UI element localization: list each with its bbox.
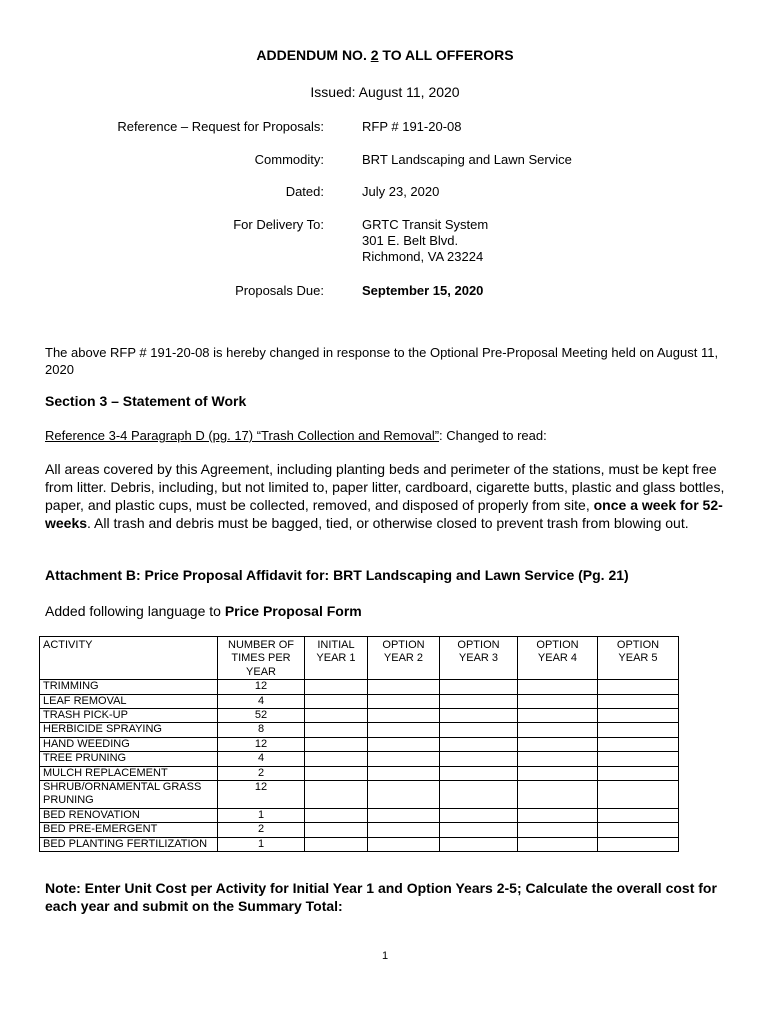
times-per-year-cell: 1 [218, 808, 305, 822]
unit-cost-cell[interactable] [518, 766, 598, 780]
unit-cost-cell[interactable] [368, 766, 440, 780]
unit-cost-cell[interactable] [518, 694, 598, 708]
unit-cost-cell[interactable] [440, 808, 518, 822]
unit-cost-cell[interactable] [368, 694, 440, 708]
dated-label: Dated: [285, 184, 324, 199]
unit-cost-cell[interactable] [305, 766, 368, 780]
unit-cost-cell[interactable] [598, 808, 679, 822]
unit-cost-cell[interactable] [440, 737, 518, 751]
column-header: INITIAL YEAR 1 [305, 637, 368, 680]
unit-cost-cell[interactable] [518, 823, 598, 837]
unit-cost-cell[interactable] [440, 823, 518, 837]
reference-line [45, 427, 725, 444]
table-row [40, 823, 679, 837]
table-row [40, 781, 679, 809]
delivery-address [362, 217, 488, 265]
activity-cell: TRIMMING [40, 680, 218, 694]
unit-cost-cell[interactable] [598, 737, 679, 751]
dated-value: July 23, 2020 [362, 184, 440, 199]
times-per-year-cell: 2 [218, 823, 305, 837]
unit-cost-cell[interactable] [598, 680, 679, 694]
column-header: OPTION YEAR 5 [598, 637, 679, 680]
reference-value: RFP # 191-20-08 [362, 119, 462, 134]
unit-cost-cell[interactable] [440, 837, 518, 851]
times-per-year-cell: 12 [218, 737, 305, 751]
times-per-year-cell: 1 [218, 837, 305, 851]
table-row [40, 709, 679, 723]
activity-cell: LEAF REMOVAL [40, 694, 218, 708]
reference-line-underlined: Reference 3-4 Paragraph D (pg. 17) “Trash Collection and Removal” [45, 428, 440, 443]
activity-cell: TRASH PICK-UP [40, 709, 218, 723]
table-row [40, 694, 679, 708]
unit-cost-cell[interactable] [598, 766, 679, 780]
unit-cost-cell[interactable] [440, 781, 518, 809]
unit-cost-cell[interactable] [598, 723, 679, 737]
activity-cell: BED PLANTING FERTILIZATION [40, 837, 218, 851]
unit-cost-cell[interactable] [598, 823, 679, 837]
times-per-year-cell: 52 [218, 709, 305, 723]
unit-cost-cell[interactable] [440, 709, 518, 723]
table-header-row [40, 637, 679, 680]
unit-cost-cell[interactable] [305, 694, 368, 708]
unit-cost-cell[interactable] [305, 709, 368, 723]
activity-cell: HAND WEEDING [40, 737, 218, 751]
unit-cost-cell[interactable] [598, 694, 679, 708]
proposals-due-value: September 15, 2020 [362, 283, 484, 298]
issued-date: Issued: August 11, 2020 [310, 84, 460, 100]
table-row [40, 766, 679, 780]
unit-cost-cell[interactable] [440, 766, 518, 780]
times-per-year-cell: 4 [218, 752, 305, 766]
unit-cost-cell[interactable] [305, 781, 368, 809]
unit-cost-cell[interactable] [368, 808, 440, 822]
section-heading: Section 3 – Statement of Work [45, 393, 247, 409]
unit-cost-cell[interactable] [305, 837, 368, 851]
unit-cost-cell[interactable] [440, 752, 518, 766]
statement-of-work-paragraph [45, 460, 725, 532]
unit-cost-cell[interactable] [305, 680, 368, 694]
column-header: OPTION YEAR 2 [368, 637, 440, 680]
times-per-year-cell: 4 [218, 694, 305, 708]
unit-cost-cell[interactable] [305, 752, 368, 766]
unit-cost-cell[interactable] [368, 823, 440, 837]
unit-cost-cell[interactable] [598, 752, 679, 766]
column-header: NUMBER OF TIMES PER YEAR [218, 637, 305, 680]
page-number: 1 [381, 950, 389, 962]
commodity-label: Commodity: [254, 152, 324, 167]
unit-cost-cell[interactable] [368, 680, 440, 694]
unit-cost-cell[interactable] [368, 737, 440, 751]
intro-paragraph: The above RFP # 191-20-08 is hereby changed in response to the Optional Pre-Proposal Meeting held on August 11, 2020 [45, 345, 719, 377]
delivery-line: GRTC Transit System [362, 217, 489, 232]
times-per-year-cell: 12 [218, 680, 305, 694]
column-header: OPTION YEAR 4 [518, 637, 598, 680]
unit-cost-cell[interactable] [440, 723, 518, 737]
times-per-year-cell: 2 [218, 766, 305, 780]
document-title [0, 47, 770, 63]
activity-cell: SHRUB/ORNAMENTAL GRASS PRUNING [40, 781, 218, 809]
body-text: . All trash and debris must be bagged, tied, or otherwise closed to prevent trash from blowing out. [87, 515, 689, 531]
times-per-year-cell: 8 [218, 723, 305, 737]
activity-cell: HERBICIDE SPRAYING [40, 723, 218, 737]
unit-cost-cell[interactable] [518, 737, 598, 751]
unit-cost-cell[interactable] [440, 680, 518, 694]
unit-cost-cell[interactable] [518, 680, 598, 694]
delivery-line: 301 E. Belt Blvd. [362, 233, 459, 248]
title-suffix: TO ALL OFFERORS [378, 47, 514, 63]
table-row [40, 837, 679, 851]
price-proposal-form-label: Price Proposal Form [224, 603, 362, 619]
unit-cost-cell[interactable] [305, 737, 368, 751]
activity-cell: BED RENOVATION [40, 808, 218, 822]
unit-cost-cell[interactable] [368, 837, 440, 851]
body-text: All areas covered by this Agreement, including planting beds and perimeter of the stations, must be kept free from litter. Debris, including, but not limited to, paper litter, cardboard, cigarette butts, plastic and glass bottles, paper, and plastic cups, must be collected, removed, and disposed of properly from site, [45, 461, 725, 513]
added-language-line [45, 602, 725, 620]
table-row [40, 737, 679, 751]
column-header: OPTION YEAR 3 [440, 637, 518, 680]
activity-cell: MULCH REPLACEMENT [40, 766, 218, 780]
times-per-year-cell: 12 [218, 781, 305, 809]
delivery-line: Richmond, VA 23224 [362, 249, 484, 264]
title-prefix: ADDENDUM NO. [256, 47, 371, 63]
addendum-number: 2 [370, 47, 379, 63]
activity-cell: BED PRE-EMERGENT [40, 823, 218, 837]
note-text: Note: Enter Unit Cost per Activity for Initial Year 1 and Option Years 2-5; Calculate the overall cost for each year and submit on the Summary Total: [45, 880, 717, 914]
price-proposal-table [39, 636, 679, 852]
unit-cost-cell[interactable] [518, 709, 598, 723]
unit-cost-cell[interactable] [368, 781, 440, 809]
unit-cost-cell[interactable] [440, 694, 518, 708]
reference-line-rest: : Changed to read: [439, 428, 547, 443]
unit-cost-cell[interactable] [305, 723, 368, 737]
table-row [40, 723, 679, 737]
unit-cost-cell[interactable] [518, 723, 598, 737]
activity-cell: TREE PRUNING [40, 752, 218, 766]
table-row [40, 680, 679, 694]
delivery-label: For Delivery To: [233, 217, 324, 232]
body-emphasis: once a week for 52-weeks [45, 497, 723, 531]
table-row [40, 808, 679, 822]
attachment-heading: Attachment B: Price Proposal Affidavit for: BRT Landscaping and Lawn Service (Pg. 21) [45, 567, 629, 583]
unit-cost-cell[interactable] [305, 823, 368, 837]
column-header: ACTIVITY [40, 637, 218, 680]
reference-label: Reference – Request for Proposals: [117, 119, 324, 134]
unit-cost-cell[interactable] [518, 837, 598, 851]
commodity-value: BRT Landscaping and Lawn Service [362, 152, 572, 167]
unit-cost-cell[interactable] [368, 752, 440, 766]
unit-cost-cell[interactable] [368, 709, 440, 723]
unit-cost-cell[interactable] [598, 709, 679, 723]
unit-cost-cell[interactable] [598, 781, 679, 809]
unit-cost-cell[interactable] [598, 837, 679, 851]
added-text: Added following language to [45, 603, 225, 619]
table-row [40, 752, 679, 766]
unit-cost-cell[interactable] [305, 808, 368, 822]
proposals-due-label: Proposals Due: [235, 283, 324, 298]
unit-cost-cell[interactable] [518, 781, 598, 809]
unit-cost-cell[interactable] [368, 723, 440, 737]
table-body [40, 680, 679, 852]
unit-cost-cell[interactable] [518, 752, 598, 766]
unit-cost-cell[interactable] [518, 808, 598, 822]
